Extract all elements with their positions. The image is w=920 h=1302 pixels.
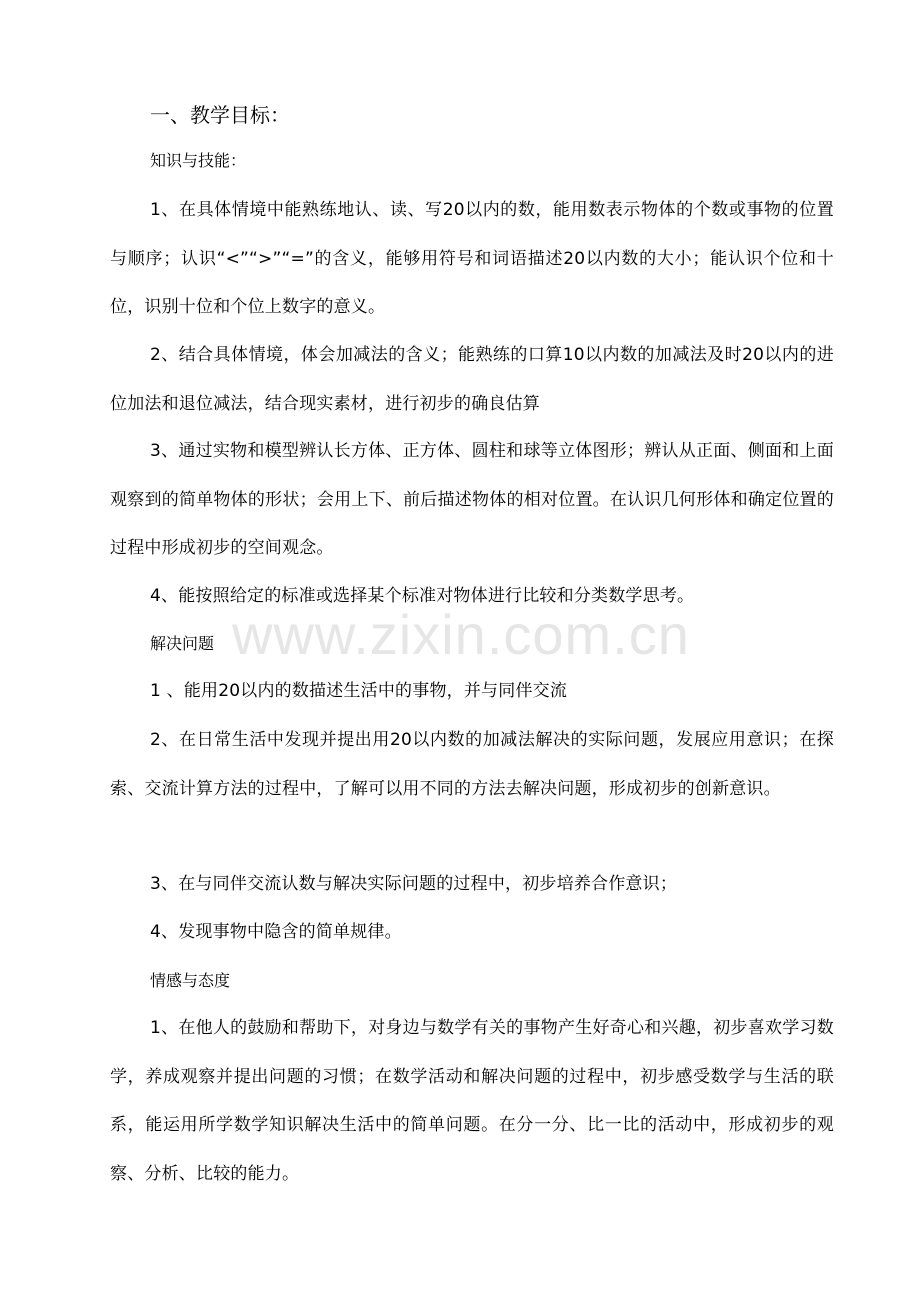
knowledge-item-3: 3、通过实物和模型辨认长方体、正方体、圆柱和球等立体图形；辨认从正面、侧面和上面观察到的简单物体的形状；会用上下、前后描述物体的相对位置。在认识几何形体和确定位置的过程中形成初步的空间观念。	[110, 441, 834, 558]
knowledge-item-1: 1、在具体情境中能熟练地认、读、写20以内的数，能用数表示物体的个数或事物的位置与顺序；认识“<”“>”“=”的含义，能够用符号和词语描述20以内数的大小；能认识个位和十位，识别十位和个位上数字的意义。	[110, 200, 834, 317]
emotion-item-1: 1、在他人的鼓励和帮助下，对身边与数学有关的事物产生好奇心和兴趣，初步喜欢学习数学，养成观察并提出问题的习惯；在数学活动和解决问题的过程中，初步感受数学与生活的联系，能运用所学数学知识解决生活中的简单问题。在分一分、比一比的活动中，形成初步的观察、分析、比较的能力。	[110, 1018, 834, 1184]
knowledge-item-2: 2、结合具体情境，体会加减法的含义；能熟练的口算10以内数的加减法及时20以内的进位加法和退位减法，结合现实素材，进行初步的确良估算	[110, 345, 834, 414]
problem-item-1: 1 、能用20以内的数描述生活中的事物，并与同伴交流	[150, 681, 568, 701]
knowledge-item-4: 4、能按照给定的标准或选择某个标准对物体进行比较和分类数学思考。	[150, 586, 695, 606]
subsection-emotion-attitude: 情感与态度	[150, 971, 231, 990]
problem-item-4: 4、发现事物中隐含的简单规律。	[150, 922, 402, 942]
problem-item-3: 3、在与同伴交流认数与解决实际问题的过程中，初步培养合作意识；	[150, 874, 678, 894]
problem-item-2: 2、在日常生活中发现并提出用20以内数的加减法解决的实际问题，发展应用意识；在探索、交流计算方法的过程中，了解可以用不同的方法去解决问题，形成初步的创新意识。	[110, 730, 834, 799]
section-heading: 一、教学目标：	[150, 103, 290, 127]
subsection-problem-solving: 解决问题	[150, 634, 215, 653]
subsection-knowledge-skills: 知识与技能：	[150, 151, 247, 170]
watermark: www.zixin.com.cn	[232, 603, 690, 666]
